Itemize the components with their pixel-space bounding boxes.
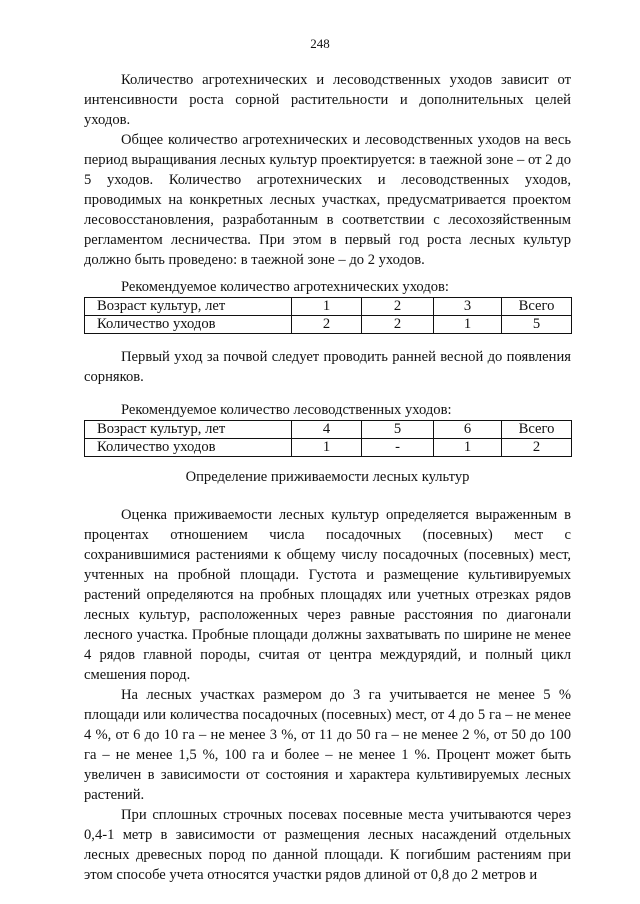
section-heading-block xyxy=(84,467,571,487)
forest-count-6: 1 xyxy=(434,439,502,457)
table-row xyxy=(85,439,572,457)
intro-paragraph-1: Количество агротехнических и лесоводственных уходов зависит от интенсивности роста сорной растительности и дополнительных целей уходов. xyxy=(84,72,571,128)
intro-block xyxy=(84,70,571,270)
forest-count-5: - xyxy=(362,439,434,457)
forest-table-block xyxy=(84,400,571,457)
agro-age-1: 1 xyxy=(292,298,362,316)
table-row xyxy=(85,316,572,334)
agro-age-3: 3 xyxy=(434,298,502,316)
forest-care-table xyxy=(84,420,572,457)
intro-paragraph-2: Общее количество агротехнических и лесоводственных уходов на весь период выращивания лесных культур проектируется: в таежной зоне – от 2 до 5 уходов. Количество агротехнических и лесоводственных уходов, проводимых на конкретных лесных участках, предусматривается проектом лесовосстановления, разработанным в соответствии с лесохозяйственным регламентом лесничества. При этом в первый год роста лесных культур должно быть проведено: в таежной зоне – до 2 уходов. xyxy=(84,132,571,268)
middle-paragraph: Первый уход за почвой следует проводить ранней весной до появления сорняков. xyxy=(84,349,571,385)
agro-table-block xyxy=(84,277,571,334)
forest-age-5: 5 xyxy=(362,421,434,439)
forest-count-total: 2 xyxy=(502,439,572,457)
forest-count-4: 1 xyxy=(292,439,362,457)
section-title: Определение приживаемости лесных культур xyxy=(185,469,470,485)
forest-table-caption: Рекомендуемое количество лесоводственных уходов: xyxy=(121,402,452,418)
agro-age-2: 2 xyxy=(362,298,434,316)
agro-count-total: 5 xyxy=(502,316,572,334)
agro-count-3: 1 xyxy=(434,316,502,334)
forest-age-total: Всего xyxy=(502,421,572,439)
table-row xyxy=(85,421,572,439)
agro-age-label: Возраст культур, лет xyxy=(85,298,292,316)
section-paragraph-2: На лесных участках размером до 3 га учитывается не менее 5 % площади или количества посадочных (посевных) мест, от 4 до 5 га – не менее 4 %, от 6 до 10 га – не менее 3 %, от 11 до 50 га – не менее 2 %, от 50 до 100 га – не менее 1,5 %, 100 га и более – не менее 1 %. Процент может быть увеличен в зависимости от состояния и характера культивируемых лесных растений. xyxy=(84,687,571,803)
forest-age-label: Возраст культур, лет xyxy=(85,421,292,439)
page-number: 248 xyxy=(310,36,330,51)
forest-age-4: 4 xyxy=(292,421,362,439)
table-row xyxy=(85,298,572,316)
agro-table-caption: Рекомендуемое количество агротехнических уходов: xyxy=(121,279,449,295)
middle-block xyxy=(84,347,571,387)
forest-age-6: 6 xyxy=(434,421,502,439)
section-paragraph-3: При сплошных строчных посевах посевные места учитываются через 0,4-1 метр в зависимости от размещения лесных насаждений отдельных лесных древесных пород по данной площади. К погибшим растениям при этом способе учета относятся участки рядов длиной от 0,8 до 2 метров и xyxy=(84,807,571,883)
agro-age-total: Всего xyxy=(502,298,572,316)
section-body xyxy=(84,505,571,885)
agro-count-1: 2 xyxy=(292,316,362,334)
agro-count-2: 2 xyxy=(362,316,434,334)
section-paragraph-1: Оценка приживаемости лесных культур определяется выраженным в процентах отношением числа посадочных (посевных) мест с сохранившимися растениями к общему числу посадочных (посевных) мест, учтенных на пробной площади. Густота и размещение культивируемых растений определяются на пробных площадях или учетных отрезках рядов лесных культур, расположенных через равные расстояния по диагонали лесного участка. Пробные площади должны захватывать по ширине не менее 4 рядов главной породы, считая от центра междурядий, и полный цикл смешения пород. xyxy=(84,507,571,683)
agro-count-label: Количество уходов xyxy=(85,316,292,334)
agro-care-table xyxy=(84,297,572,334)
forest-count-label: Количество уходов xyxy=(85,439,292,457)
